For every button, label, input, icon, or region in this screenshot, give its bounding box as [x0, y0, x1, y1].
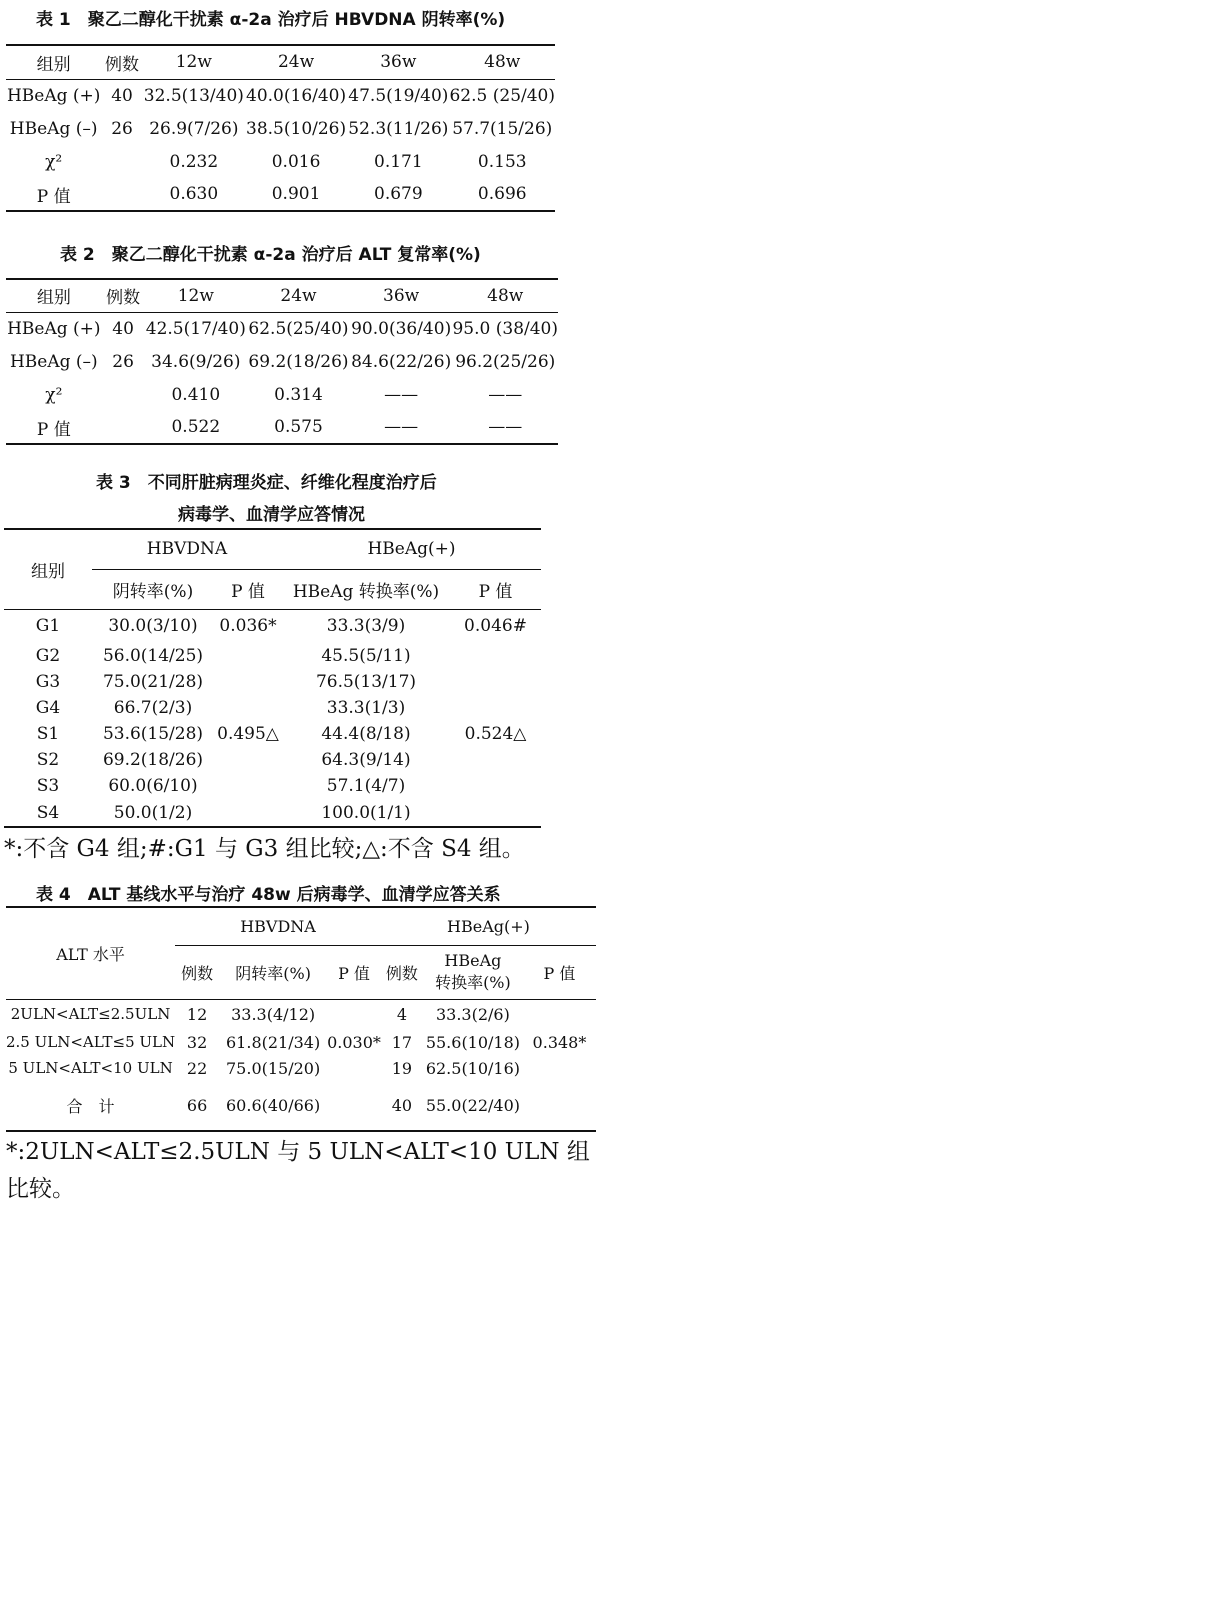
- table4-subheader: 阴转率(%): [219, 945, 327, 999]
- table2-cell: 62.5(25/40): [248, 318, 349, 339]
- table3-cell: 100.0(1/1): [282, 799, 450, 827]
- table3-cell: 66.7(2/3): [113, 698, 193, 718]
- table3-cell: 0.495△: [217, 724, 279, 744]
- table1-cell: 40.0(16/40): [246, 85, 347, 106]
- table2-header-12w: 12w: [145, 279, 248, 312]
- table3-cell: G4: [35, 698, 61, 718]
- table2-cell: 90.0(36/40): [351, 318, 452, 339]
- table4-header-hbvdna: HBVDNA: [175, 907, 381, 945]
- table1-header-12w: 12w: [143, 45, 245, 79]
- table2-cell: [102, 411, 145, 444]
- table3-cell: 50.0(1/2): [92, 799, 214, 827]
- table2-cell: HBeAg (+): [7, 318, 101, 339]
- table4-subheader: 例数: [381, 945, 423, 999]
- table3-cell: 0.046#: [464, 616, 527, 637]
- table3-cell: 76.5(13/17): [315, 672, 417, 692]
- table4-cell: 61.8(21/34): [226, 1032, 321, 1052]
- table3-cell: 44.4(8/18): [321, 724, 411, 744]
- table3-subheader: HBeAg 转换率(%): [282, 569, 450, 609]
- table2: [6, 278, 558, 445]
- table3-cell: 33.3(3/9): [326, 616, 406, 637]
- table-row: [6, 345, 558, 378]
- table2-cell: 96.2(25/26): [455, 351, 556, 372]
- table2-cell: 84.6(22/26): [351, 351, 452, 372]
- table4-cell: 12: [186, 1004, 208, 1024]
- table3-cell: 0.524△: [464, 724, 527, 744]
- table3-header-hbvdna: HBVDNA: [92, 529, 282, 569]
- table3-cell: [214, 773, 282, 799]
- table2-cell: 0.410: [171, 384, 221, 405]
- table1-cell: 38.5(10/26): [246, 118, 347, 139]
- table1-cell: 26: [111, 118, 133, 139]
- table-row: [6, 1029, 596, 1055]
- table1-header-24w: 24w: [245, 45, 347, 79]
- table2-header-count: 例数: [102, 279, 145, 312]
- table2-cell: ——: [488, 384, 523, 405]
- table2-cell: 0.522: [145, 411, 248, 444]
- table1-cell: [101, 178, 142, 211]
- table3-cell: 56.0(14/25): [102, 646, 204, 666]
- table-row: [6, 112, 555, 145]
- table3-cell: [450, 669, 541, 695]
- table2-header-row: [6, 279, 558, 312]
- table2-cell: 42.5(17/40): [145, 318, 246, 339]
- table-row: [6, 411, 558, 444]
- table-row: [4, 747, 541, 773]
- table3-cell: 60.0(6/10): [108, 776, 198, 796]
- table3-cell: 64.3(9/14): [321, 750, 411, 770]
- table1-caption: 表 1 聚乙二醇化干扰素 α-2a 治疗后 HBVDNA 阴转率(%): [36, 10, 506, 30]
- table2-caption: 表 2 聚乙二醇化干扰素 α-2a 治疗后 ALT 复常率(%): [60, 245, 481, 265]
- table-row: [6, 1055, 596, 1081]
- table4-cell: 55.0(22/40): [423, 1081, 523, 1131]
- table4: [6, 906, 596, 1132]
- table3: [4, 528, 541, 828]
- table4-footnote-line2: 比较。: [6, 1176, 75, 1202]
- table4-subheader-line: HBeAg: [444, 951, 502, 970]
- table1-cell: 0.901: [245, 178, 347, 211]
- table3-cell: [450, 747, 541, 773]
- table1-header-row: [6, 45, 555, 79]
- table1-cell: 62.5 (25/40): [449, 85, 555, 106]
- table4-cell: [327, 1055, 381, 1081]
- table1-header-48w: 48w: [449, 45, 555, 79]
- table1-header-group: 组别: [6, 45, 101, 79]
- table4-cell: 75.0(15/20): [226, 1058, 321, 1078]
- table2-cell: 40: [112, 318, 134, 339]
- table4-header-alt: ALT 水平: [6, 907, 175, 999]
- table2-header-36w: 36w: [350, 279, 453, 312]
- table-row: [6, 145, 555, 178]
- table1-cell: 57.7(15/26): [452, 118, 553, 139]
- table-row: [6, 178, 555, 211]
- table2-cell: [102, 378, 145, 411]
- table2-cell: P 值: [6, 411, 102, 444]
- table4-cell: 33.3(2/6): [435, 1004, 510, 1024]
- table1-cell: HBeAg (–): [9, 118, 98, 139]
- table2-cell: 0.575: [247, 411, 350, 444]
- table4-cell: [523, 1055, 596, 1081]
- table3-subheader: 阴转率(%): [92, 569, 214, 609]
- table3-subheader: P 值: [214, 569, 282, 609]
- table3-cell: 30.0(3/10): [108, 616, 198, 637]
- table3-header-group: 组别: [4, 529, 92, 609]
- table1-header-36w: 36w: [347, 45, 449, 79]
- table3-footnote: *:不含 G4 组;#:G1 与 G3 组比较;△:不含 S4 组。: [4, 836, 525, 862]
- table4-footnote-line1: *:2ULN<ALT≤2.5ULN 与 5 ULN<ALT<10 ULN 组: [6, 1139, 590, 1165]
- table-row: [4, 799, 541, 827]
- table1-cell: 47.5(19/40): [348, 85, 449, 106]
- table1-header-count: 例数: [101, 45, 142, 79]
- table1: [6, 44, 555, 212]
- table2-cell: ——: [384, 384, 419, 405]
- table3-cell: 45.5(5/11): [321, 646, 411, 666]
- table3-cell: [450, 773, 541, 799]
- table4-cell: 33.3(4/12): [231, 1004, 316, 1024]
- table4-subheader-conversion: [423, 945, 523, 999]
- table2-cell: 26: [112, 351, 134, 372]
- table-row: [4, 721, 541, 747]
- table4-cell: 32: [186, 1032, 208, 1052]
- table4-cell: 5 ULN<ALT<10 ULN: [8, 1059, 173, 1077]
- table-row: [4, 609, 541, 643]
- table1-cell: 26.9(7/26): [149, 118, 239, 139]
- table4-cell: 0.348*: [532, 1032, 587, 1052]
- table1-cell: 0.696: [449, 178, 555, 211]
- table4-subheader: P 值: [327, 945, 381, 999]
- table1-cell: P 值: [6, 178, 101, 211]
- table4-cell: 60.6(40/66): [219, 1081, 327, 1131]
- table4-cell: 合 计: [6, 1081, 175, 1131]
- table-row: [6, 1081, 596, 1131]
- table2-cell: 69.2(18/26): [248, 351, 349, 372]
- table3-cell: G3: [35, 672, 61, 692]
- table1-cell: [101, 145, 142, 178]
- table4-cell: [523, 1081, 596, 1131]
- table4-cell: [327, 1081, 381, 1131]
- table-row: [4, 773, 541, 799]
- table2-cell: HBeAg (–): [9, 351, 98, 372]
- table4-subheader-line: 转换率(%): [435, 973, 511, 992]
- table4-caption: 表 4 ALT 基线水平与治疗 48w 后病毒学、血清学应答关系: [36, 885, 501, 905]
- table2-header-group: 组别: [6, 279, 102, 312]
- table1-cell: 32.5(13/40): [143, 85, 244, 106]
- table3-cell: 75.0(21/28): [102, 672, 204, 692]
- table4-cell: [523, 999, 596, 1029]
- table3-cell: 57.1(4/7): [326, 776, 406, 796]
- table4-cell: 17: [391, 1032, 413, 1052]
- table1-cell: HBeAg (+): [6, 85, 101, 106]
- table3-cell: 53.6(15/28): [102, 724, 204, 744]
- table3-cell: [214, 695, 282, 721]
- table-row: [6, 79, 555, 112]
- table4-cell: 2.5 ULN<ALT≤5 ULN: [6, 1033, 176, 1051]
- table2-cell: χ²: [45, 384, 63, 405]
- table3-cell: S2: [36, 750, 60, 770]
- table3-cell: G2: [35, 646, 61, 666]
- table4-cell: 62.5(10/16): [425, 1058, 521, 1078]
- table4-cell: [327, 999, 381, 1029]
- table3-cell: 33.3(1/3): [326, 698, 406, 718]
- table-row: [4, 669, 541, 695]
- table3-cell: [214, 669, 282, 695]
- table3-caption-line1: 表 3 不同肝脏病理炎症、纤维化程度治疗后: [96, 473, 437, 493]
- table4-header-hbeag: HBeAg(+): [381, 907, 596, 945]
- table4-cell: 4: [396, 1004, 408, 1024]
- table4-cell: 55.6(10/18): [425, 1032, 521, 1052]
- table3-cell: [450, 643, 541, 669]
- table2-cell: ——: [452, 411, 558, 444]
- table4-cell: 22: [186, 1058, 208, 1078]
- table3-cell: [450, 695, 541, 721]
- table4-cell: 0.030*: [327, 1032, 381, 1052]
- table3-cell: [214, 643, 282, 669]
- table-row: [6, 378, 558, 411]
- table1-cell: 0.153: [477, 151, 527, 172]
- table4-cell: 40: [381, 1081, 423, 1131]
- table3-caption-line2: 病毒学、血清学应答情况: [178, 505, 365, 525]
- table3-cell: [450, 799, 541, 827]
- table3-subheader: P 值: [450, 569, 541, 609]
- table1-cell: 0.679: [347, 178, 449, 211]
- table3-cell: 0.036*: [219, 616, 277, 637]
- table4-cell: 66: [175, 1081, 219, 1131]
- table2-cell: 95.0 (38/40): [452, 318, 558, 339]
- table-row: [4, 695, 541, 721]
- table3-cell: 69.2(18/26): [102, 750, 204, 770]
- table1-cell: 0.171: [374, 151, 423, 172]
- table1-cell: 40: [111, 85, 133, 106]
- table1-cell: 0.630: [143, 178, 245, 211]
- table2-header-24w: 24w: [247, 279, 350, 312]
- table3-cell: [214, 747, 282, 773]
- table2-cell: 34.6(9/26): [151, 351, 241, 372]
- table3-cell: S3: [36, 776, 60, 796]
- table4-cell: 2ULN<ALT≤2.5ULN: [10, 1005, 171, 1024]
- table2-header-48w: 48w: [452, 279, 558, 312]
- table4-cell: 19: [391, 1058, 413, 1078]
- table3-header-hbeag: HBeAg(+): [282, 529, 541, 569]
- table1-cell: 52.3(11/26): [348, 118, 449, 139]
- table1-cell: χ²: [45, 151, 63, 172]
- table3-cell: G1: [35, 616, 61, 637]
- table3-header-row-1: [4, 529, 541, 569]
- table3-cell: S1: [36, 724, 60, 744]
- table2-cell: ——: [350, 411, 453, 444]
- table4-subheader: P 值: [523, 945, 596, 999]
- table3-cell: S4: [4, 799, 92, 827]
- table1-cell: 0.232: [169, 151, 219, 172]
- table-row: [4, 643, 541, 669]
- table4-subheader: 例数: [175, 945, 219, 999]
- table-row: [6, 312, 558, 345]
- table3-cell: [214, 799, 282, 827]
- table4-header-row-1: [6, 907, 596, 945]
- table1-cell: 0.016: [271, 151, 321, 172]
- table-row: [6, 999, 596, 1029]
- table2-cell: 0.314: [274, 384, 323, 405]
